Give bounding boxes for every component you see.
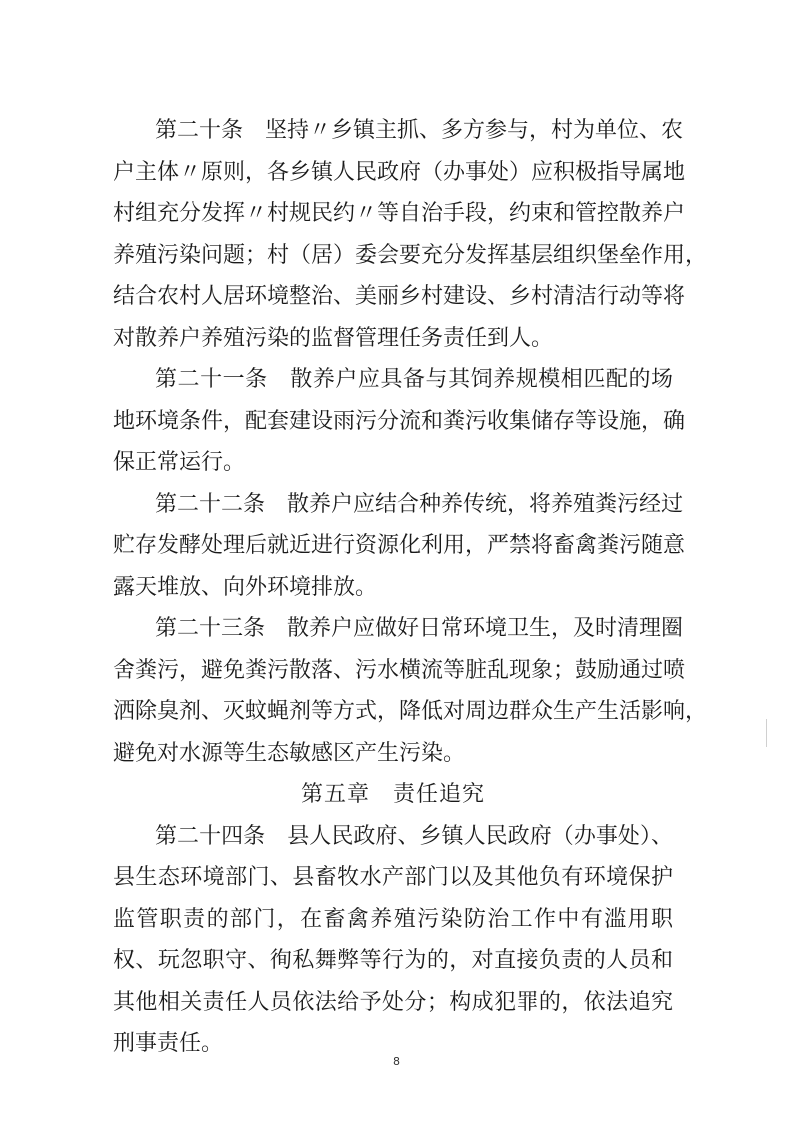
- chapter-5-heading: 第五章 责任追究: [300, 782, 485, 807]
- article-22-line-2: 贮存发酵处理后就近进行资源化利用，严禁将畜禽粪污随意: [113, 533, 686, 558]
- article-23-line-1: 第二十三条 散养户应做好日常环境卫生，及时清理圈: [155, 616, 684, 641]
- article-20-line-6: 对散养户养殖污染的监督管理任务责任到人。: [113, 326, 554, 351]
- article-23-line-4: 避免对水源等生态敏感区产生污染。: [113, 741, 466, 766]
- article-23-line-3: 洒除臭剂、灭蚊蝇剂等方式，降低对周边群众生产生活影响，: [113, 699, 708, 724]
- article-21-line-1: 第二十一条 散养户应具备与其饲养规模相匹配的场: [155, 367, 673, 392]
- page-number: 8: [393, 1055, 400, 1068]
- article-24-line-5: 其他相关责任人员依法给予处分；构成犯罪的，依法追究: [113, 990, 673, 1015]
- article-21-line-3: 保正常运行。: [113, 450, 246, 475]
- article-24-line-4: 权、玩忽职守、徇私舞弊等行为的，对直接负责的人员和: [113, 948, 673, 973]
- scan-mark: [766, 719, 767, 747]
- article-24-line-2: 县生态环境部门、县畜牧水产部门以及其他负有环境保护: [113, 865, 673, 890]
- article-20-line-2: 户主体〃原则，各乡镇人民政府（办事处）应积极指导属地: [113, 160, 686, 185]
- article-24-line-1: 第二十四条 县人民政府、乡镇人民政府（办事处）、: [155, 824, 673, 849]
- article-22-line-3: 露天堆放、向外环境排放。: [113, 575, 378, 600]
- article-20-line-1: 第二十条 坚持〃乡镇主抓、多方参与，村为单位、农: [155, 118, 684, 143]
- article-21-line-2: 地环境条件，配套建设雨污分流和粪污收集储存等设施，确: [113, 409, 686, 434]
- article-20-line-4: 养殖污染问题；村（居）委会要充分发挥基层组织堡垒作用，: [113, 243, 708, 268]
- article-20-line-3: 村组充分发挥〃村规民约〃等自治手段，约束和管控散养户: [113, 201, 686, 226]
- article-23-line-2: 舍粪污，避免粪污散落、污水横流等脏乱现象；鼓励通过喷: [113, 658, 686, 683]
- article-22-line-1: 第二十二条 散养户应结合种养传统，将养殖粪污经过: [155, 492, 684, 517]
- article-24-line-6: 刑事责任。: [113, 1031, 224, 1056]
- article-20-line-5: 结合农村人居环境整治、美丽乡村建设、乡村清洁行动等将: [113, 284, 686, 309]
- article-24-line-3: 监管职责的部门，在畜禽养殖污染防治工作中有滥用职: [113, 907, 673, 932]
